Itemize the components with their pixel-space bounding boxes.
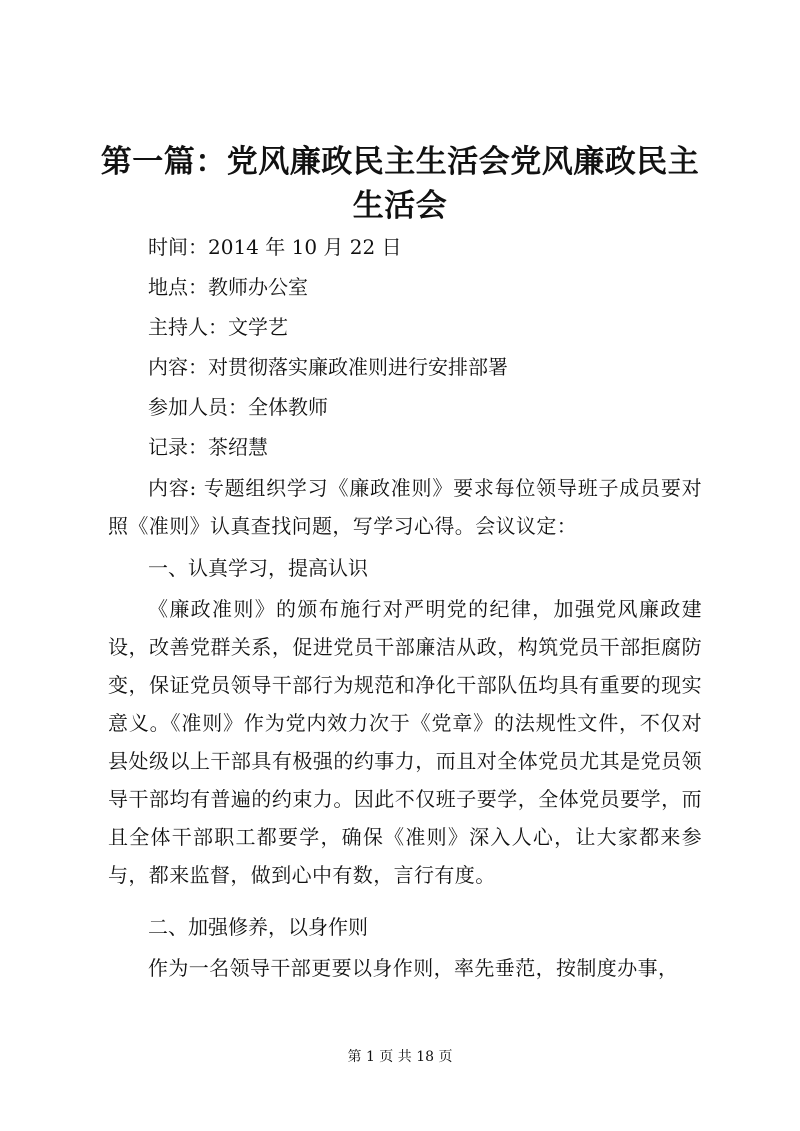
section-body-1: 《廉政准则》的颁布施行对严明党的纪律，加强党风廉政建设，改善党群关系，促进党员干部廉洁从政，构筑党员干部拒腐防变，保证党员领导干部行为规范和净化干部队伍均具有重要的现实意义。《准则》作为党内效力次于《党章》的法规性文件，不仅对县处级以上干部具有极强的约事力，而且对全体党员尤其是党员领导干部均有普遍的约束力。因此不仅班子要学，全体党员要学，而且全体干部职工都要学，确保《准则》深入人心，让大家都来参与，都来监督，做到心中有数，言行有度。 bbox=[108, 597, 702, 887]
intro-paragraph: 内容: 专题组织学习《廉政准则》要求每位领导班子成员要对照《准则》认真查找问题，写学习心得。会议议定： bbox=[108, 476, 702, 538]
meta-content: 内容：对贯彻落实廉政准则进行安排部署 bbox=[148, 355, 508, 379]
meta-time: 时间：2014 年 10 月 22 日 bbox=[148, 235, 402, 259]
section-body-2: 作为一名领导干部更要以身作则，率先垂范，按制度办事， bbox=[148, 956, 679, 980]
document-title: 第一篇：党风廉政民主生活会党风廉政民主生活会 bbox=[100, 144, 700, 224]
page-indicator: 第 1 页 共 18 页 bbox=[347, 1049, 453, 1065]
section-heading-1: 一、认真学习，提高认识 bbox=[148, 556, 368, 580]
meta-participants: 参加人员：全体教师 bbox=[148, 395, 328, 419]
meta-recorder: 记录：茶绍慧 bbox=[148, 435, 268, 459]
meta-location: 地点：教师办公室 bbox=[148, 275, 308, 299]
meta-host: 主持人：文学艺 bbox=[148, 315, 288, 339]
section-heading-2: 二、加强修养，以身作则 bbox=[148, 915, 368, 939]
